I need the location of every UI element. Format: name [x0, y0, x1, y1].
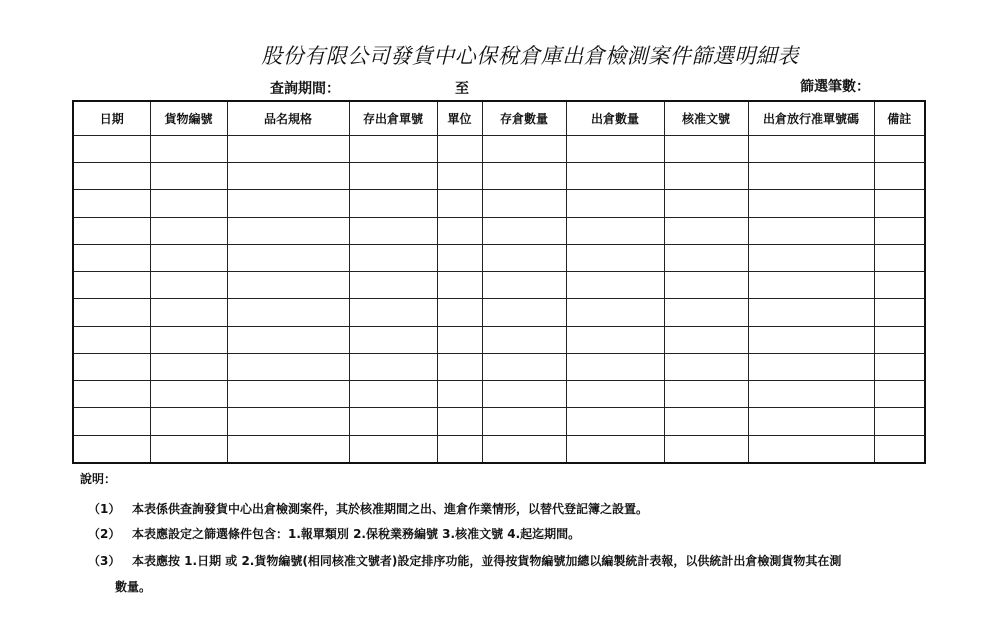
table-cell — [748, 326, 874, 353]
table-cell — [566, 272, 664, 299]
table-row — [73, 353, 925, 380]
table-body — [73, 136, 925, 464]
column-header-outbound-quantity: 出倉數量 — [566, 101, 664, 136]
table-cell — [482, 299, 566, 326]
table-row — [73, 217, 925, 244]
column-header-slip-number: 存出倉單號 — [349, 101, 437, 136]
table-cell — [150, 217, 227, 244]
table-row — [73, 272, 925, 299]
table-cell — [150, 163, 227, 190]
table-cell — [874, 381, 925, 408]
table-cell — [748, 299, 874, 326]
table-cell — [664, 244, 748, 271]
table-cell — [349, 381, 437, 408]
table-cell — [482, 163, 566, 190]
table-cell — [874, 244, 925, 271]
table-cell — [73, 190, 150, 217]
table-cell — [227, 136, 349, 163]
column-header-stock-quantity: 存倉數量 — [482, 101, 566, 136]
table-cell — [150, 244, 227, 271]
column-header-unit: 單位 — [437, 101, 482, 136]
table-cell — [349, 435, 437, 463]
table-cell — [227, 408, 349, 435]
table-cell — [437, 244, 482, 271]
table-cell — [73, 163, 150, 190]
table-cell — [566, 353, 664, 380]
table-cell — [566, 381, 664, 408]
table-cell — [227, 435, 349, 463]
table-cell — [566, 408, 664, 435]
table-cell — [349, 136, 437, 163]
table-cell — [874, 217, 925, 244]
table-cell — [437, 326, 482, 353]
table-cell — [566, 435, 664, 463]
table-cell — [227, 353, 349, 380]
table-row — [73, 190, 925, 217]
table-cell — [349, 217, 437, 244]
note-item — [80, 500, 648, 517]
table-cell — [748, 435, 874, 463]
column-header-date: 日期 — [73, 101, 150, 136]
table-cell — [73, 136, 150, 163]
table-cell — [748, 244, 874, 271]
table-cell — [227, 217, 349, 244]
note-item — [80, 525, 580, 542]
table-cell — [150, 408, 227, 435]
table-cell — [874, 163, 925, 190]
table-cell — [566, 326, 664, 353]
note-text: 本表應按 1.日期 或 2.貨物編號(相同核准文號者)設定排序功能，並得按貨物編號加總以編製統計表報，以供統計出倉檢測貨物其在測 — [132, 554, 842, 568]
table-cell — [73, 299, 150, 326]
table-cell — [437, 353, 482, 380]
table-cell — [482, 136, 566, 163]
table-cell — [73, 353, 150, 380]
table-cell — [482, 190, 566, 217]
table-cell — [664, 136, 748, 163]
table-cell — [150, 326, 227, 353]
table-row — [73, 244, 925, 271]
note-text: 本表係供查詢發貨中心出倉檢測案件，其於核准期間之出、進倉作業情形，以替代登記簿之設置。 — [132, 502, 649, 516]
table-cell — [874, 299, 925, 326]
table-cell — [73, 217, 150, 244]
table-cell — [73, 326, 150, 353]
table-cell — [349, 163, 437, 190]
table-cell — [664, 217, 748, 244]
table-cell — [437, 435, 482, 463]
table-cell — [227, 190, 349, 217]
table-cell — [874, 190, 925, 217]
table-cell — [874, 353, 925, 380]
table-cell — [874, 435, 925, 463]
table-cell — [566, 163, 664, 190]
table-cell — [664, 326, 748, 353]
table-cell — [349, 326, 437, 353]
table-cell — [227, 326, 349, 353]
column-header-item-number: 貨物編號 — [150, 101, 227, 136]
table-row — [73, 435, 925, 463]
table-row — [73, 381, 925, 408]
table-cell — [349, 272, 437, 299]
table-cell — [437, 136, 482, 163]
table-cell — [150, 136, 227, 163]
table-cell — [482, 217, 566, 244]
table-cell — [748, 136, 874, 163]
table-cell — [482, 381, 566, 408]
table-cell — [437, 299, 482, 326]
table-cell — [664, 190, 748, 217]
table-cell — [482, 272, 566, 299]
table-cell — [664, 163, 748, 190]
table-cell — [566, 136, 664, 163]
table-cell — [748, 217, 874, 244]
table-cell — [748, 408, 874, 435]
table-cell — [227, 163, 349, 190]
table-cell — [73, 435, 150, 463]
table-cell — [227, 244, 349, 271]
table-cell — [566, 190, 664, 217]
notes-heading: 說明： — [80, 472, 117, 486]
table-cell — [150, 190, 227, 217]
note-number: （1） — [88, 502, 121, 516]
detail-table — [72, 100, 926, 464]
column-header-approval-number: 核准文號 — [664, 101, 748, 136]
filter-count-label: 篩選筆數： — [800, 79, 870, 95]
table-cell — [874, 326, 925, 353]
table-cell — [150, 353, 227, 380]
table-cell — [874, 408, 925, 435]
column-header-remarks: 備註 — [874, 101, 925, 136]
table-cell — [664, 272, 748, 299]
table-cell — [482, 326, 566, 353]
column-header-product-spec: 品名規格 — [227, 101, 349, 136]
table-cell — [664, 381, 748, 408]
table-row — [73, 299, 925, 326]
query-to-label: 至 — [455, 81, 469, 97]
table-cell — [566, 217, 664, 244]
table-cell — [227, 272, 349, 299]
table-cell — [437, 217, 482, 244]
table-cell — [150, 381, 227, 408]
table-cell — [664, 299, 748, 326]
table-cell — [227, 381, 349, 408]
query-period-label: 查詢期間： — [270, 81, 340, 97]
table-row — [73, 136, 925, 163]
table-cell — [349, 244, 437, 271]
table-cell — [73, 408, 150, 435]
table-cell — [664, 353, 748, 380]
column-header-release-number: 出倉放行准單號碼 — [748, 101, 874, 136]
table-cell — [566, 299, 664, 326]
note-number: （3） — [88, 554, 121, 568]
note-text: 本表應設定之篩選條件包含：1.報單類別 2.保稅業務編號 3.核准文號 4.起迄期間。 — [132, 527, 581, 541]
table-cell — [566, 244, 664, 271]
note-continuation: 數量。 — [115, 580, 152, 594]
table-cell — [482, 353, 566, 380]
table-cell — [349, 299, 437, 326]
table-cell — [437, 190, 482, 217]
table-cell — [664, 408, 748, 435]
table-cell — [482, 244, 566, 271]
table-row — [73, 408, 925, 435]
note-number: （2） — [88, 527, 121, 541]
table-header-row — [73, 101, 925, 136]
table-row — [73, 163, 925, 190]
table-cell — [73, 244, 150, 271]
table-cell — [437, 163, 482, 190]
document-title: 股份有限公司發貨中心保稅倉庫出倉檢測案件篩選明細表 — [261, 44, 799, 68]
table-cell — [227, 299, 349, 326]
table-cell — [73, 381, 150, 408]
table-cell — [482, 408, 566, 435]
table-cell — [150, 435, 227, 463]
table-cell — [482, 435, 566, 463]
table-cell — [748, 272, 874, 299]
table-cell — [437, 408, 482, 435]
table-cell — [748, 163, 874, 190]
table-row — [73, 326, 925, 353]
table-cell — [150, 299, 227, 326]
table-cell — [349, 408, 437, 435]
table-cell — [150, 272, 227, 299]
table-cell — [437, 272, 482, 299]
table-cell — [349, 190, 437, 217]
table-cell — [874, 272, 925, 299]
table-cell — [748, 353, 874, 380]
note-item — [80, 552, 841, 569]
table-cell — [874, 136, 925, 163]
table-cell — [748, 190, 874, 217]
table-cell — [73, 272, 150, 299]
table-cell — [748, 381, 874, 408]
table-cell — [437, 381, 482, 408]
table-cell — [349, 353, 437, 380]
table-cell — [664, 435, 748, 463]
